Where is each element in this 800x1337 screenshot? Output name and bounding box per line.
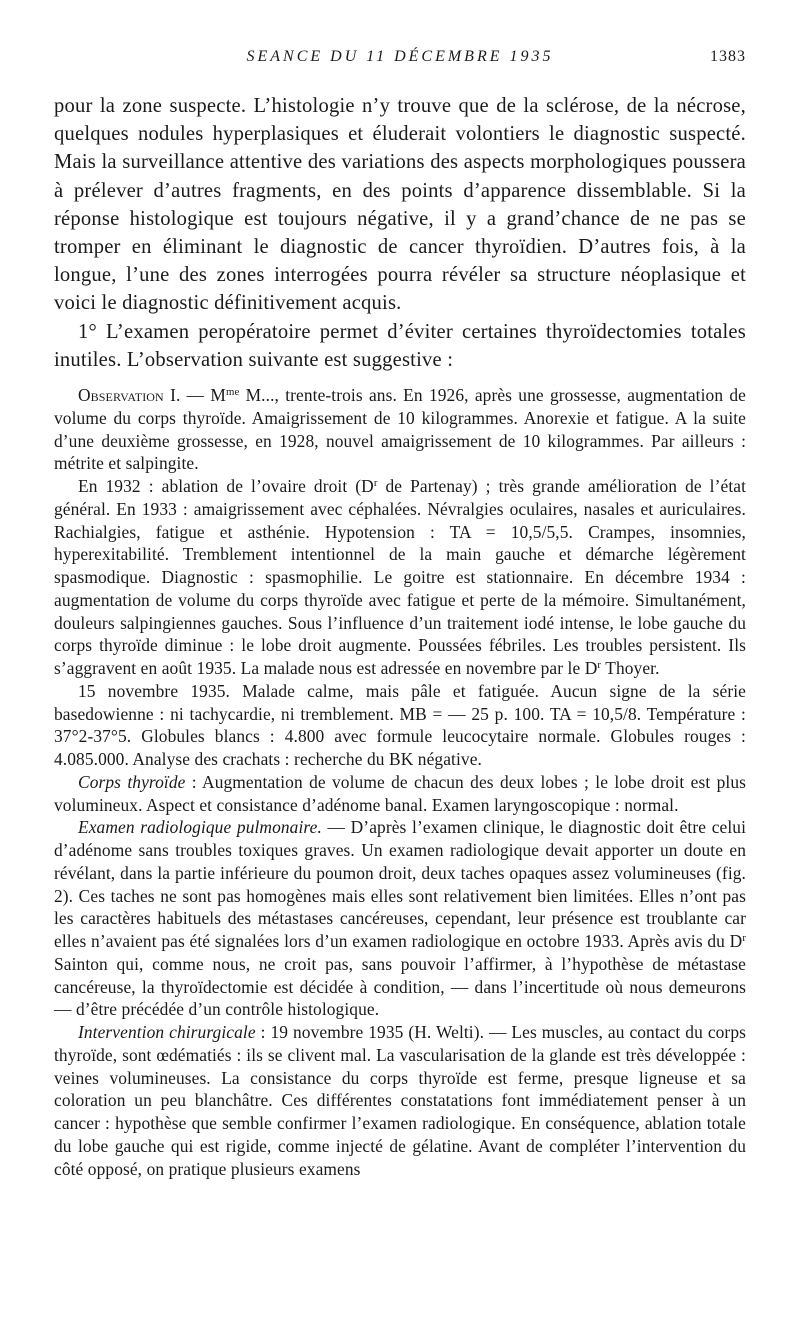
observation-paragraph-1 (54, 384, 746, 475)
main-text (54, 92, 746, 374)
observation-text: de Partenay) ; très grande amélioration de l’état général. En 1933 : amaigrissement avec céphalées. Névralgies oculaires, nasales et auriculaires. Rachialgies, fatigue et asthénie. Hypotension : TA = 10,5/5,5. Crampes, insomnies, hyperexitabilité. Tremblement intentionnel de la main gauche et démarche légèrement spasmodique. Diagnostic : spasmophilie. Le goitre est stationnaire. En décembre 1934 : augmentation de volume du corps thyroïde avec fatigue et perte de la mémoire. Simultanément, douleurs salpingiennes gauches. Sous l’influence d’un traitement iodé intense, le lobe gauche du corps thyroïde diminue : le lobe droit augmente. Poussées fébriles. Les troubles persistent. Ils s’aggravent en août 1935. La malade nous est adressée en novembre par le D (54, 476, 747, 679)
observation-paragraph-4 (54, 771, 746, 817)
observation-paragraph-2 (54, 475, 746, 680)
intro-paragraph-1: pour la zone suspecte. L’histologie n’y trouve que de la sclérose, de la nécrose, quelques nodules hyperplasiques et éluderait volontiers le diagnostic suspecté. Mais la surveillance attentive des variations des aspects morphologiques poussera à prélever d’autres fragments, en des points d’apparence dissemblable. Si la réponse histologique est toujours négative, il y a grand’chance de ne pas se tromper en éliminant le diagnostic de cancer thyroïdien. D’autres fois, à la longue, l’une des zones interrogées pourra révéler sa structure néoplasique et voici le diagnostic définitivement acquis. (54, 95, 746, 315)
observation-paragraph-6 (54, 1021, 746, 1180)
section-label: Examen radiologique pulmonaire. (78, 817, 322, 838)
superscript: r (597, 659, 602, 672)
page-number: 1383 (710, 48, 746, 65)
observation-text: M..., trente-trois ans. En 1926, après une grossesse, augmentation de volume du corps thyroïde. Amaigrissement de 10 kilogrammes. Anorexie et fatigue. A la suite d’une deuxième grossesse, en 1928, nouvel amaigrissement de 10 kilogrammes. Par ailleurs : métrite et salpingite. (54, 385, 746, 474)
observation-section (54, 384, 746, 1180)
observation-text: — M (180, 385, 226, 406)
page-header (54, 48, 746, 70)
observation-paragraph-3: 15 novembre 1935. Malade calme, mais pâle et fatiguée. Aucun signe de la série basedowienne : ni tachycardie, ni tremblement. MB = — 25 p. 100. TA = 10,5/8. Température : 37°2-37°5. Globules blancs : 4.800 avec formule leucocytaire normale. Globules rouges : 4.085.000. Analyse des crachats : recherche du BK négative. (54, 680, 746, 770)
running-title: SEANCE DU 11 DÉCEMBRE 1935 (246, 48, 554, 65)
observation-label: Observation I. (78, 385, 181, 406)
observation-text: : Augmentation de volume de chacun des deux lobes ; le lobe droit est plus volumineux. Aspect et consistance d’adénome banal. Examen laryngoscopique : normal. (54, 771, 746, 815)
observation-text: : 19 novembre 1935 (H. Welti). — Les muscles, au contact du corps thyroïde, sont œdématiés : ils se clivent mal. La vascularisation de la glande est très développée : veines volumineuses. La consistance du corps thyroïde est ferme, presque ligneuse et sa coloration un peu blanchâtre. Ces différentes constatations font immédiatement penser à un cancer : hypothèse que semble confirmer l’examen radiologique. En conséquence, ablation totale du lobe gauche qui est rigide, comme injecté de gélatine. Avant de compléter l’intervention du côté opposé, on pratique plusieurs examens (54, 1022, 746, 1179)
observation-paragraph-5 (54, 816, 746, 1021)
intro-paragraph-2: 1° L’examen peropératoire permet d’éviter certaines thyroïdectomies totales inutiles. L’observation suivante est suggestive : (54, 320, 746, 371)
superscript: r (373, 477, 378, 490)
section-label: Corps thyroïde (78, 771, 186, 792)
superscript: r (742, 932, 746, 945)
superscript: me (226, 386, 240, 399)
observation-text: — D’après l’examen clinique, le diagnostic doit être celui d’adénome sans troubles toxiques graves. Un examen radiologique devait apporter un doute en révélant, dans la partie inférieure du poumon droit, deux taches opaques assez volumineuses (fig. 2). Ces taches ne sont pas homogènes mais elles sont relativement bien limitées. Elles n’ont pas les caractères habituels des métastases cancéreuses, cependant, leur présence est troublante car elles n’avaient pas été signalées lors d’un examen radiologique en octobre 1933. Après avis du D (54, 817, 746, 952)
observation-text: Sainton qui, comme nous, ne croit pas, sans pouvoir l’affirmer, à l’hypothèse de métastase cancéreuse, la thyroïdectomie est décidée à condition, — dans l’incertitude où nous demeurons — d’être précédée d’un contrôle histologique. (54, 953, 746, 1020)
observation-text: En 1932 : ablation de l’ovaire droit (D (78, 476, 374, 497)
observation-text: Thoyer. (601, 658, 660, 679)
section-label: Intervention chirurgicale (78, 1022, 256, 1043)
